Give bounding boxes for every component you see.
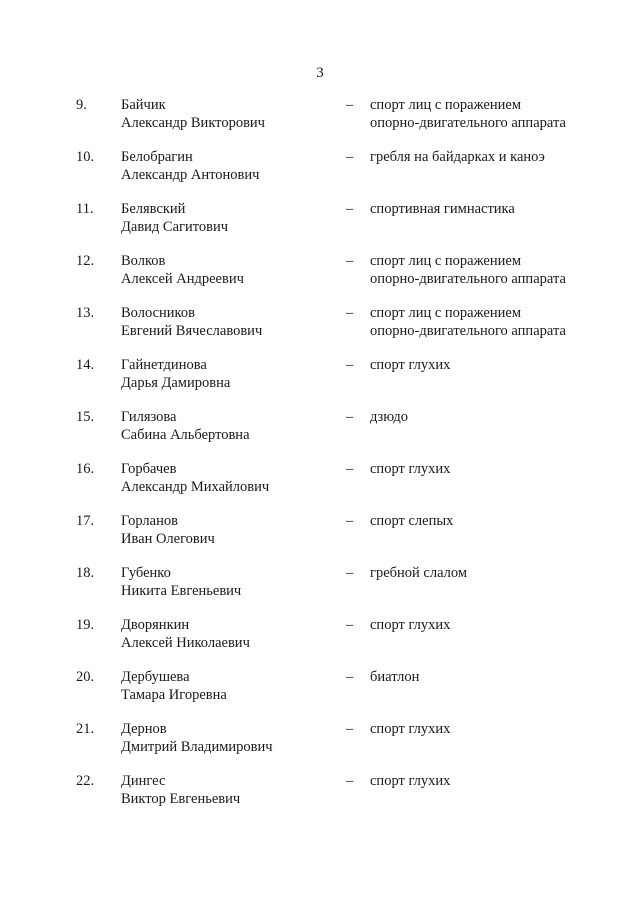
list-item bbox=[0, 408, 640, 460]
sport-line: спорт лиц с поражением bbox=[370, 253, 521, 269]
sport-line: дзюдо bbox=[370, 409, 409, 425]
person-surname: Горланов bbox=[121, 513, 178, 529]
list-item bbox=[0, 460, 640, 512]
sport-line: гребля на байдарках и каноэ bbox=[370, 149, 545, 165]
sport-discipline bbox=[370, 252, 620, 288]
person-name bbox=[121, 96, 265, 132]
separator-dash: – bbox=[346, 253, 354, 269]
sport-line: спорт глухих bbox=[370, 617, 451, 633]
person-surname: Дворянкин bbox=[121, 617, 190, 633]
person-name bbox=[121, 148, 259, 184]
separator-dash: – bbox=[346, 721, 354, 737]
sport-discipline bbox=[370, 148, 620, 166]
entry-number: 21. bbox=[76, 721, 95, 737]
list-item bbox=[0, 96, 640, 148]
person-surname: Губенко bbox=[121, 565, 171, 581]
person-surname: Гайнетдинова bbox=[121, 357, 207, 373]
person-name bbox=[121, 564, 241, 600]
sport-line: спорт глухих bbox=[370, 461, 451, 477]
person-name bbox=[121, 408, 250, 444]
person-surname: Дернов bbox=[121, 721, 167, 737]
sport-discipline bbox=[370, 564, 620, 582]
entry-number: 17. bbox=[76, 513, 95, 529]
sport-discipline bbox=[370, 408, 620, 426]
person-given-names: Евгений Вячеславович bbox=[121, 323, 263, 339]
person-surname: Дингес bbox=[121, 773, 166, 789]
list-item bbox=[0, 304, 640, 356]
list-item bbox=[0, 616, 640, 668]
person-surname: Волков bbox=[121, 253, 166, 269]
sport-line: спорт глухих bbox=[370, 721, 451, 737]
person-name bbox=[121, 304, 262, 340]
separator-dash: – bbox=[346, 357, 354, 373]
list-item bbox=[0, 772, 640, 824]
entry-number: 13. bbox=[76, 305, 95, 321]
sport-discipline bbox=[370, 460, 620, 478]
sport-discipline bbox=[370, 200, 620, 218]
sport-line: спорт глухих bbox=[370, 773, 451, 789]
person-given-names: Алексей Андреевич bbox=[121, 271, 244, 287]
list-item bbox=[0, 148, 640, 200]
sport-discipline bbox=[370, 616, 620, 634]
page-number: 3 bbox=[316, 65, 324, 81]
sport-line: спортивная гимнастика bbox=[370, 201, 515, 217]
separator-dash: – bbox=[346, 149, 354, 165]
sport-line: опорно-двигательного аппарата bbox=[370, 271, 566, 287]
entry-number: 16. bbox=[76, 461, 95, 477]
person-name bbox=[121, 668, 227, 704]
sport-discipline bbox=[370, 96, 620, 132]
person-given-names: Виктор Евгеньевич bbox=[121, 791, 241, 807]
list-item bbox=[0, 668, 640, 720]
person-given-names: Иван Олегович bbox=[121, 531, 215, 547]
person-name bbox=[121, 460, 269, 496]
entries-list bbox=[0, 96, 640, 824]
separator-dash: – bbox=[346, 513, 354, 529]
person-given-names: Александр Антонович bbox=[121, 167, 260, 183]
person-given-names: Дарья Дамировна bbox=[121, 375, 231, 391]
person-surname: Дербушева bbox=[121, 669, 190, 685]
list-item bbox=[0, 512, 640, 564]
sport-line: спорт глухих bbox=[370, 357, 451, 373]
separator-dash: – bbox=[346, 305, 354, 321]
separator-dash: – bbox=[346, 669, 354, 685]
person-surname: Горбачев bbox=[121, 461, 177, 477]
list-item bbox=[0, 356, 640, 408]
separator-dash: – bbox=[346, 97, 354, 113]
list-item bbox=[0, 564, 640, 616]
sport-line: опорно-двигательного аппарата bbox=[370, 323, 566, 339]
separator-dash: – bbox=[346, 201, 354, 217]
sport-line: опорно-двигательного аппарата bbox=[370, 115, 566, 131]
list-item bbox=[0, 252, 640, 304]
entry-number: 10. bbox=[76, 149, 95, 165]
separator-dash: – bbox=[346, 409, 354, 425]
list-item bbox=[0, 200, 640, 252]
sport-line: спорт лиц с поражением bbox=[370, 305, 521, 321]
sport-discipline bbox=[370, 304, 620, 340]
person-name bbox=[121, 356, 230, 392]
person-name bbox=[121, 772, 240, 808]
person-name bbox=[121, 252, 244, 288]
sport-line: спорт лиц с поражением bbox=[370, 97, 521, 113]
person-given-names: Сабина Альбертовна bbox=[121, 427, 250, 443]
entry-number: 9. bbox=[76, 97, 87, 113]
sport-discipline bbox=[370, 356, 620, 374]
person-name bbox=[121, 512, 215, 548]
sport-discipline bbox=[370, 668, 620, 686]
list-item bbox=[0, 720, 640, 772]
person-surname: Гилязова bbox=[121, 409, 177, 425]
person-given-names: Алексей Николаевич bbox=[121, 635, 250, 651]
person-name bbox=[121, 200, 228, 236]
sport-discipline bbox=[370, 720, 620, 738]
entry-number: 19. bbox=[76, 617, 95, 633]
person-given-names: Никита Евгеньевич bbox=[121, 583, 242, 599]
person-given-names: Давид Сагитович bbox=[121, 219, 229, 235]
person-name bbox=[121, 616, 250, 652]
person-name bbox=[121, 720, 273, 756]
entry-number: 14. bbox=[76, 357, 95, 373]
sport-discipline bbox=[370, 512, 620, 530]
separator-dash: – bbox=[346, 773, 354, 789]
separator-dash: – bbox=[346, 461, 354, 477]
person-given-names: Александр Михайлович bbox=[121, 479, 270, 495]
sport-line: спорт слепых bbox=[370, 513, 454, 529]
person-surname: Белявский bbox=[121, 201, 186, 217]
entry-number: 11. bbox=[76, 201, 94, 217]
entry-number: 20. bbox=[76, 669, 95, 685]
entry-number: 15. bbox=[76, 409, 95, 425]
sport-line: биатлон bbox=[370, 669, 420, 685]
person-surname: Байчик bbox=[121, 97, 166, 113]
person-surname: Волосников bbox=[121, 305, 195, 321]
separator-dash: – bbox=[346, 617, 354, 633]
separator-dash: – bbox=[346, 565, 354, 581]
entry-number: 18. bbox=[76, 565, 95, 581]
person-given-names: Тамара Игоревна bbox=[121, 687, 227, 703]
sport-line: гребной слалом bbox=[370, 565, 468, 581]
entry-number: 22. bbox=[76, 773, 95, 789]
entry-number: 12. bbox=[76, 253, 95, 269]
person-given-names: Александр Викторович bbox=[121, 115, 265, 131]
person-surname: Белобрагин bbox=[121, 149, 193, 165]
person-given-names: Дмитрий Владимирович bbox=[121, 739, 273, 755]
sport-discipline bbox=[370, 772, 620, 790]
